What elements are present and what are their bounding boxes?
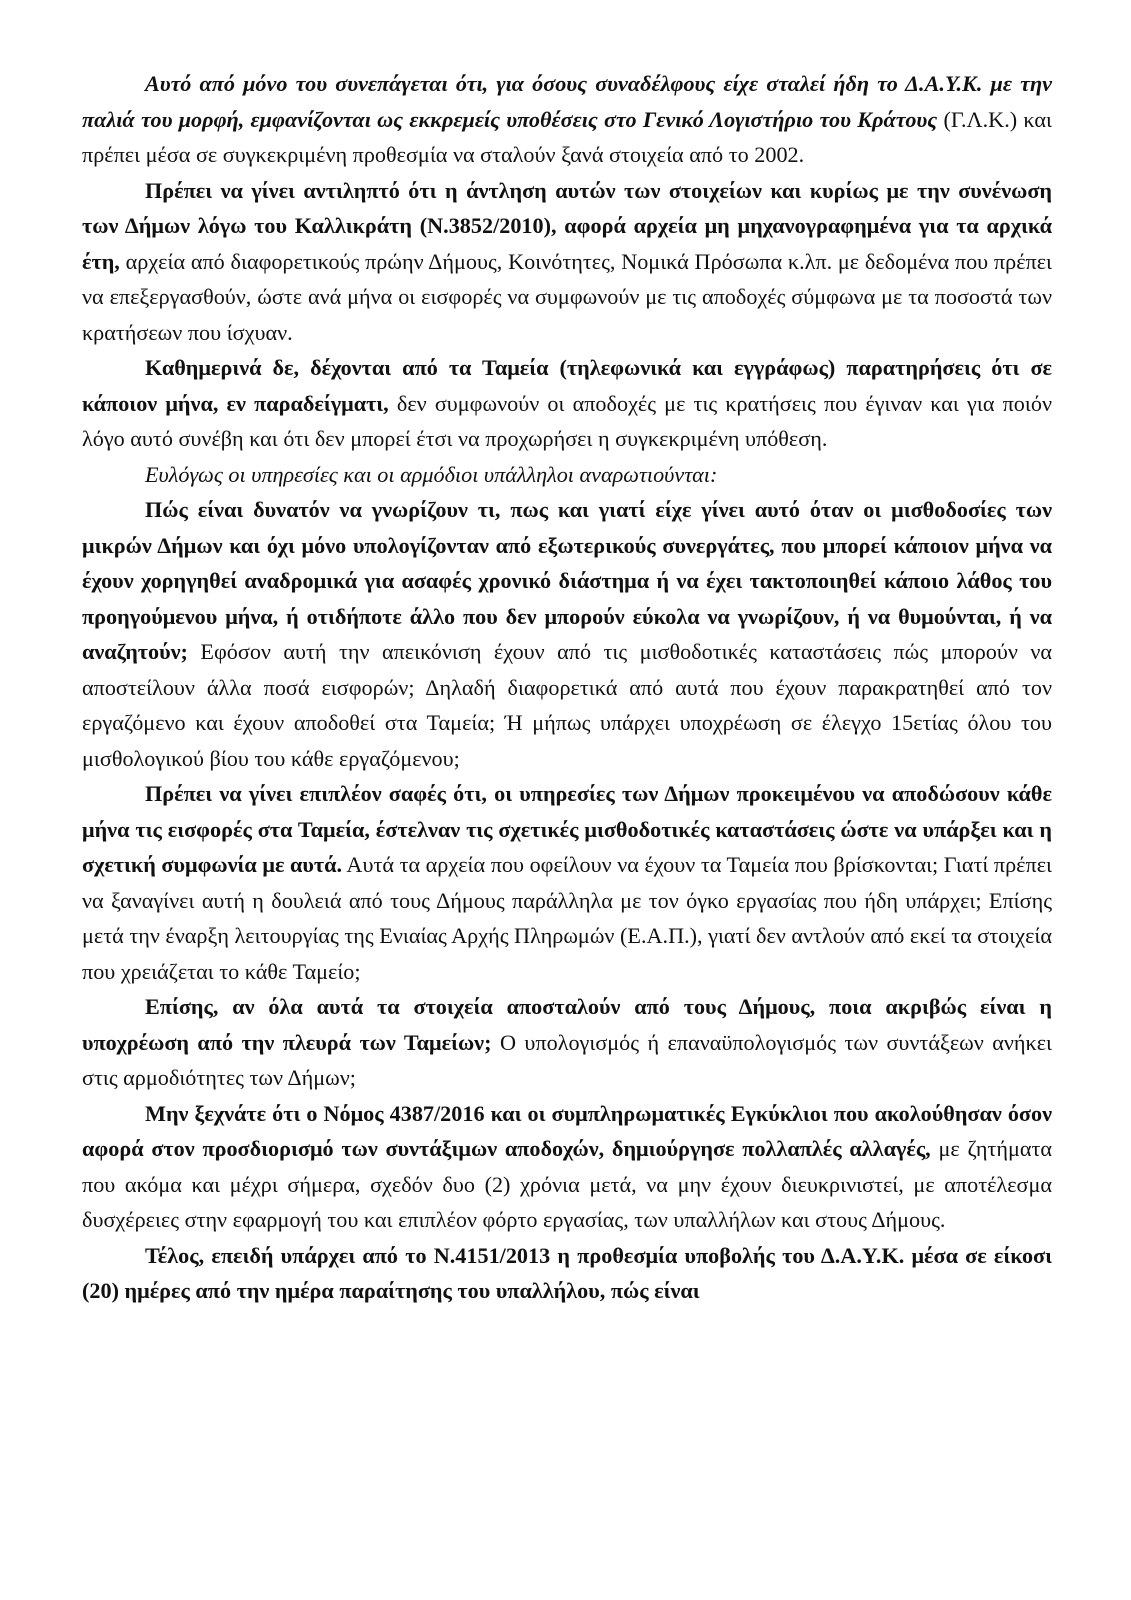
paragraph-7	[82, 989, 1052, 1096]
paragraph-5	[82, 492, 1052, 776]
emphasis-text: Πρέπει να γίνει επιπλέον σαφές ότι, οι υπηρεσίες των Δήμων προκειμένου να αποδώσουν κάθε μήνα τις εισφορές στα Ταμεία, έστελναν τις σχετικές μισθοδοτικές καταστάσεις ώστε να υπάρξει και η σχετική συμφωνία με αυτά.	[82, 781, 1052, 877]
emphasis-text: Επίσης, αν όλα αυτά τα στοιχεία αποσταλούν από τους Δήμους, ποια ακριβώς είναι η υποχρέωση από την πλευρά των Ταμείων;	[82, 994, 1052, 1055]
paragraph-1	[82, 66, 1052, 173]
paragraph-4	[82, 457, 1052, 493]
body-text: με ζητήματα που ακόμα και μέχρι σήμερα, σχεδόν δυο (2) χρόνια μετά, να μην έχουν διευκρινιστεί, με αποτέλεσμα δυσχέρειες στην εφαρμογή του και επιπλέον φόρτο εργασίας, των υπαλλήλων και στους Δήμους.	[82, 1136, 1053, 1232]
emphasis-text: Τέλος, επειδή υπάρχει από το Ν.4151/2013 η προθεσμία υποβολής του Δ.Α.Υ.Κ. μέσα σε είκοσι (20) ημέρες από την ημέρα παραίτησης του υπαλλήλου, πώς είναι	[82, 1242, 1052, 1303]
emphasis-text: Καθημερινά δε, δέχονται από τα Ταμεία (τηλεφωνικά και εγγράφως) παρατηρήσεις ότι σε κάποιον μήνα, εν παραδείγματι,	[82, 355, 1052, 416]
body-text: Αυτά τα αρχεία που οφείλουν να έχουν τα Ταμεία που βρίσκονται; Γιατί πρέπει να ξαναγίνει αυτή η δουλειά από τους Δήμους παράλληλα με τον όγκο εργασίας που ήδη υπάρχει; Επίσης μετά την έναρξη λειτουργίας της Ενιαίας Αρχής Πληρωμών (Ε.Α.Π.), γιατί δεν αντλούν από εκεί τα στοιχεία που χρειάζεται το κάθε Ταμείο;	[82, 852, 1052, 984]
paragraph-2	[82, 173, 1052, 351]
body-text: δεν συμφωνούν οι αποδοχές με τις κρατήσεις που έγιναν και για ποιόν λόγο αυτό συνέβη και ότι δεν μπορεί έτσι να προχωρήσει η συγκεκριμένη υπόθεση.	[82, 390, 1052, 451]
emphasis-text: Πώς είναι δυνατόν να γνωρίζουν τι, πως και γιατί είχε γίνει αυτό όταν οι μισθοδοσίες των μικρών Δήμων και όχι μόνο υπολογίζονταν από εξωτερικούς συνεργάτες, που μπορεί κάποιον μήνα να έχουν χορηγηθεί αναδρομικά για ασαφές χρονικό διάστημα ή να έχει τακτοποιηθεί κάποιο λάθος του προηγούμενου μήνα, ή οτιδήποτε άλλο που δεν μπορούν εύκολα να γνωρίζουν, ή να θυμούνται, ή να αναζητούν;	[82, 497, 1052, 664]
body-text: Εφόσον αυτή την απεικόνιση έχουν από τις μισθοδοτικές καταστάσεις πώς μπορούν να αποστείλουν άλλα ποσά εισφορών; Δηλαδή διαφορετικά από αυτά που έχουν παρακρατηθεί από τον εργαζόμενο και έχουν αποδοθεί στα Ταμεία; Ή μήπως υπάρχει υποχρέωση σε έλεγχο 15ετίας όλου του μισθολογικού βίου του κάθε εργαζόμενου;	[82, 639, 1052, 771]
paragraph-3	[82, 350, 1052, 457]
italic-heading: Ευλόγως οι υπηρεσίες και οι αρμόδιοι υπάλληλοι αναρωτιούνται:	[145, 461, 718, 487]
paragraph-6	[82, 776, 1052, 989]
emphasis-text: Πρέπει να γίνει αντιληπτό ότι η άντληση αυτών των στοιχείων και κυρίως με την συνένωση των Δήμων λόγω του Καλλικράτη (Ν.3852/2010), αφορά αρχεία μη μηχανογραφημένα για τα αρχικά έτη,	[82, 177, 1052, 274]
body-text: (Γ.Λ.Κ.) και πρέπει μέσα σε συγκεκριμένη προθεσμία να σταλούν ξανά στοιχεία από το 2002.	[82, 106, 1052, 167]
paragraph-9	[82, 1238, 1052, 1309]
emphasis-text: Αυτό από μόνο του συνεπάγεται ότι, για όσους συναδέλφους είχε σταλεί ήδη το Δ.Α.Υ.Κ. με την παλιά του μορφή, εμφανίζονται ως εκκρεμείς υποθέσεις στο Γενικό Λογιστήριο του Κράτους	[82, 71, 1052, 132]
body-text: αρχεία από διαφορετικούς πρώην Δήμους, Κοινότητες, Νομικά Πρόσωπα κ.λπ. με δεδομένα που πρέπει να επεξεργασθούν, ώστε ανά μήνα οι εισφορές να συμφωνούν με τις αποδοχές σύμφωνα με τα ποσοστά των κρατήσεων που ίσχυαν.	[82, 248, 1052, 345]
emphasis-text: Μην ξεχνάτε ότι ο Νόμος 4387/2016 και οι συμπληρωματικές Εγκύκλιοι που ακολούθησαν όσον αφορά στον προσδιορισμό των συντάξιμων αποδοχών, δημιούργησε πολλαπλές αλλαγές,	[82, 1100, 1052, 1161]
body-text: Ο υπολογισμός ή επαναϋπολογισμός των συντάξεων ανήκει στις αρμοδιότητες των Δήμων;	[82, 1029, 1052, 1090]
paragraph-8	[82, 1096, 1052, 1238]
